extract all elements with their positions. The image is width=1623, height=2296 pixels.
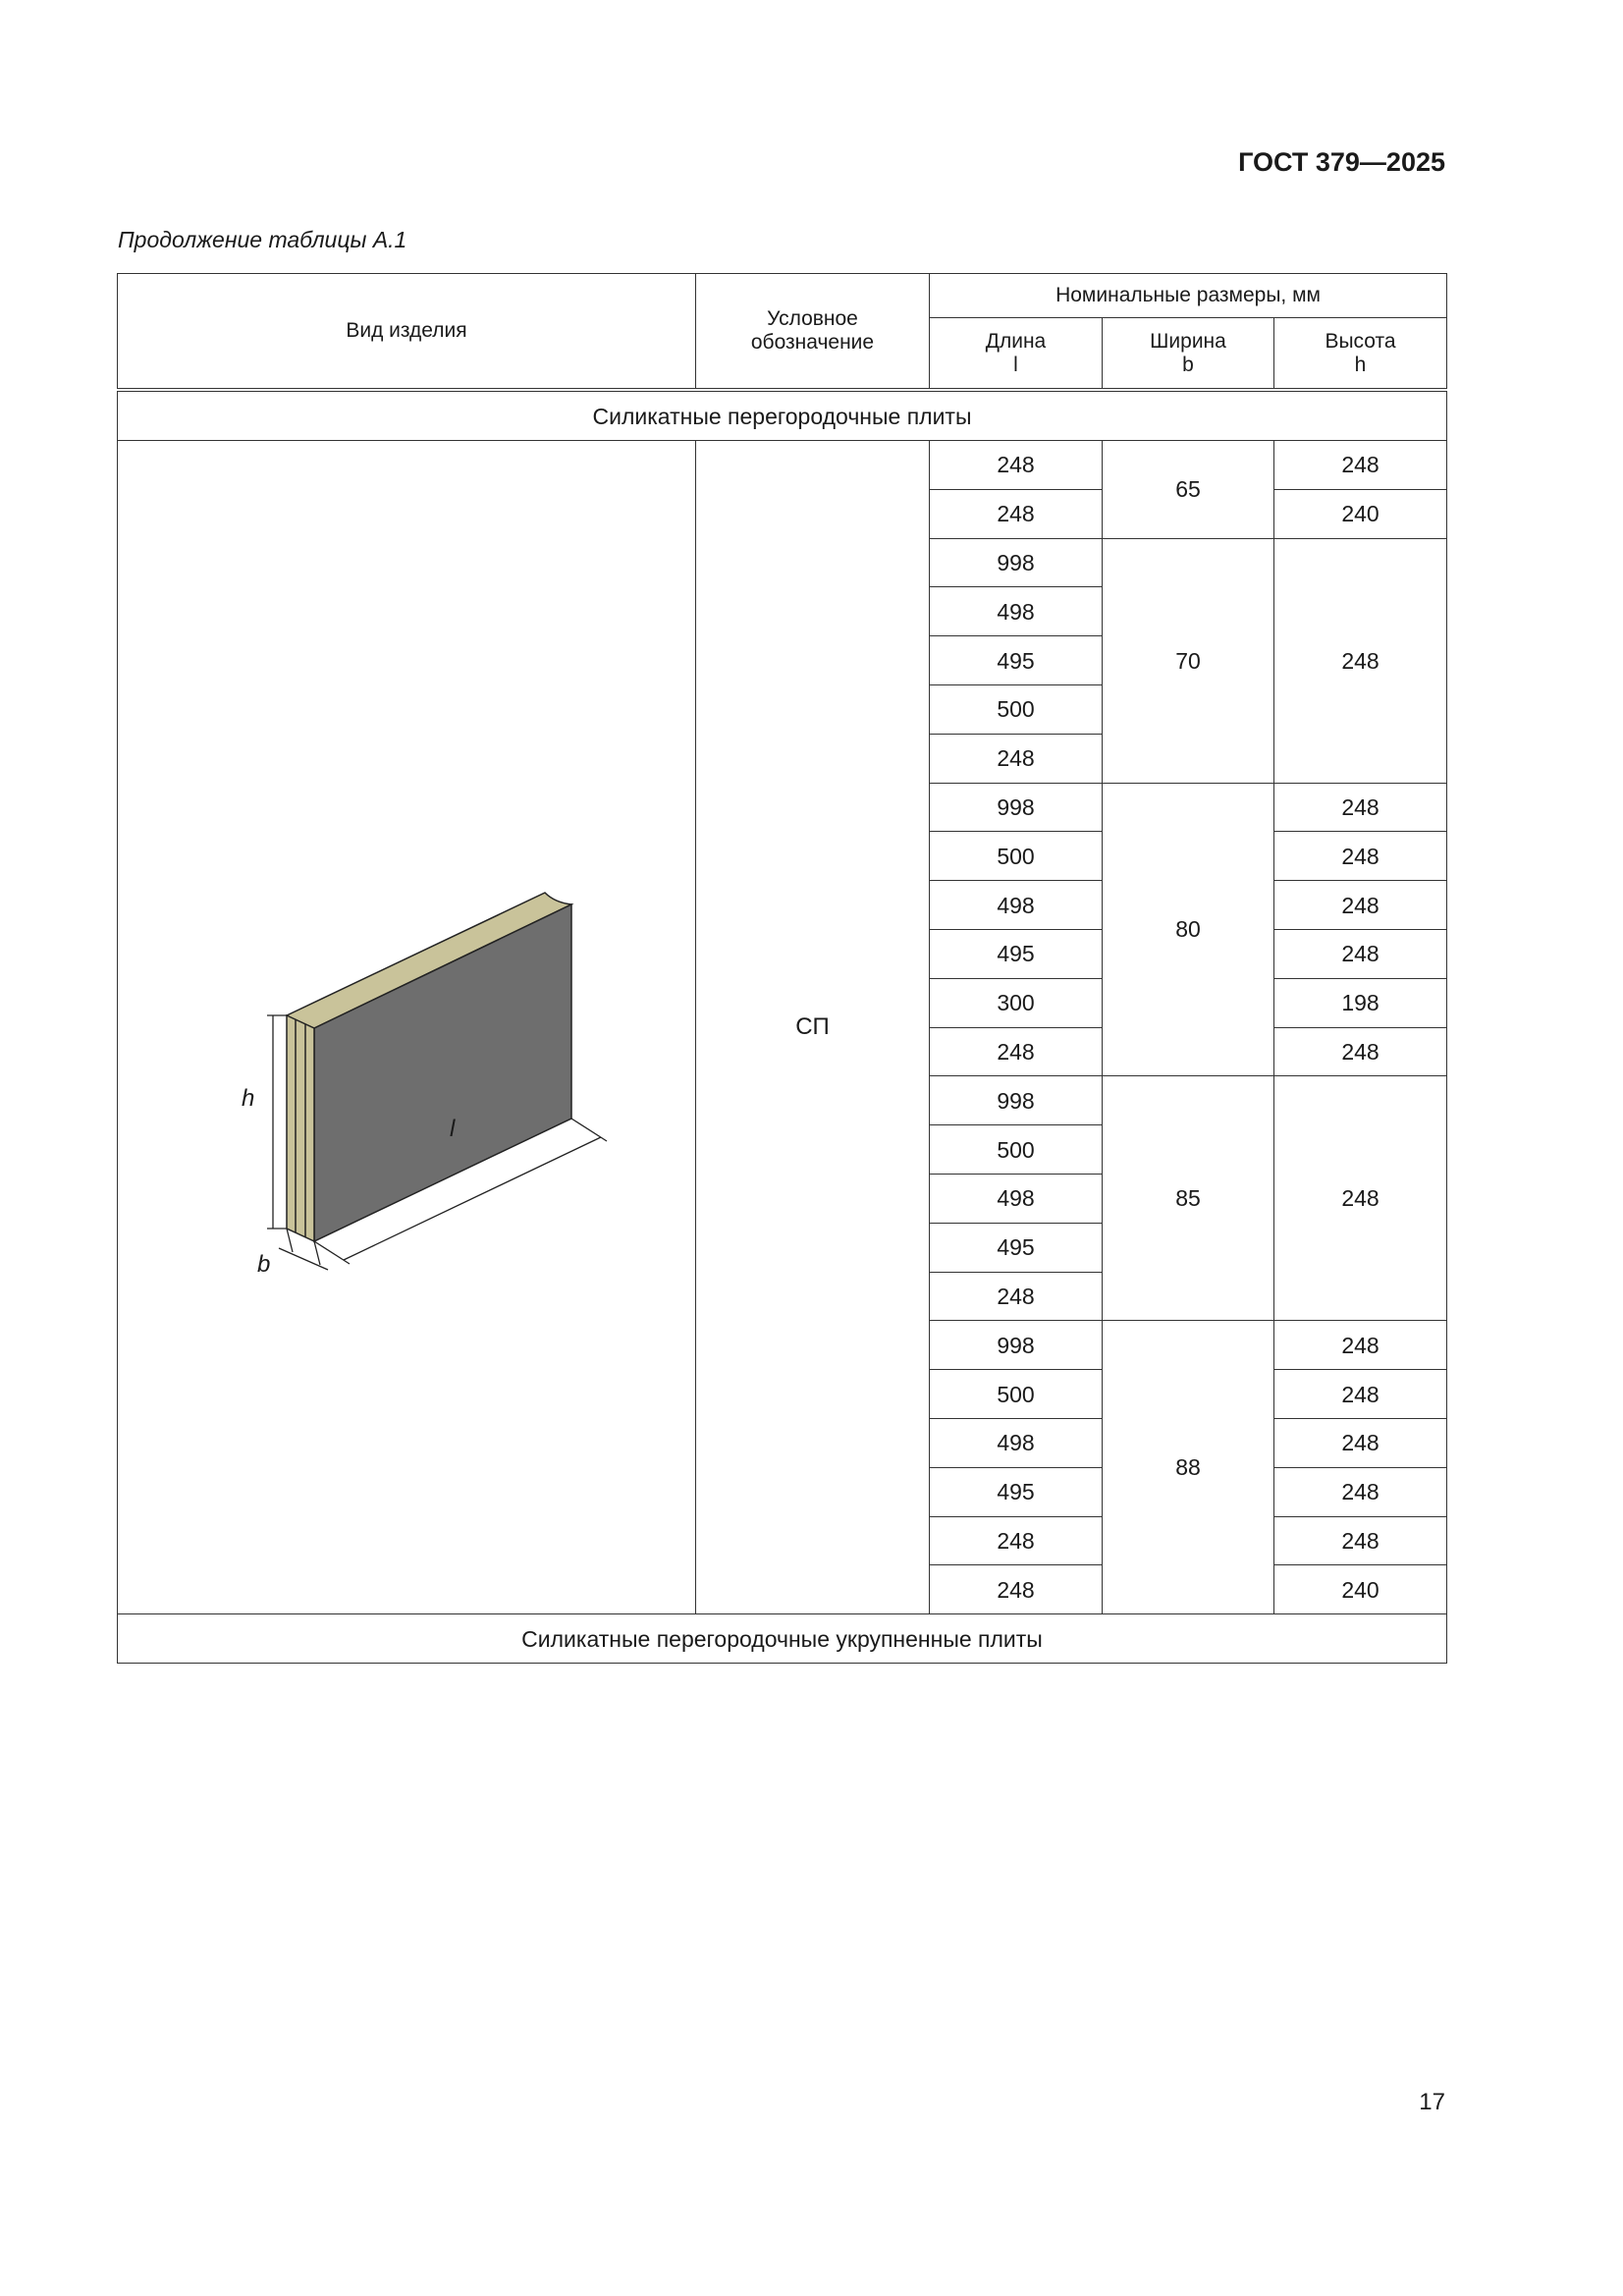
section-title: Силикатные перегородочные плиты xyxy=(118,390,1447,441)
document-code: ГОСТ 379—2025 xyxy=(1238,147,1445,177)
length-cell: 500 xyxy=(930,832,1103,881)
height-cell: 248 xyxy=(1274,1370,1447,1419)
header-length: Длина l xyxy=(930,318,1103,391)
width-cell: 85 xyxy=(1103,1076,1274,1321)
length-cell: 998 xyxy=(930,1321,1103,1370)
length-cell: 498 xyxy=(930,1418,1103,1467)
length-cell: 998 xyxy=(930,538,1103,587)
length-cell: 300 xyxy=(930,978,1103,1027)
length-cell: 248 xyxy=(930,441,1103,490)
length-cell: 500 xyxy=(930,684,1103,734)
length-cell: 495 xyxy=(930,1223,1103,1272)
height-cell: 248 xyxy=(1274,1027,1447,1076)
product-image-cell xyxy=(118,441,696,1614)
height-cell: 240 xyxy=(1274,1565,1447,1614)
length-cell: 998 xyxy=(930,1076,1103,1125)
height-cell: 248 xyxy=(1274,1321,1447,1370)
length-cell: 248 xyxy=(930,1027,1103,1076)
header-designation-text: Условное обозначение xyxy=(750,307,875,354)
height-cell: 240 xyxy=(1274,489,1447,538)
height-cell: 248 xyxy=(1274,441,1447,490)
height-cell: 248 xyxy=(1274,881,1447,930)
length-cell: 495 xyxy=(930,636,1103,685)
length-cell: 998 xyxy=(930,783,1103,832)
width-cell: 65 xyxy=(1103,441,1274,539)
height-cell: 198 xyxy=(1274,978,1447,1027)
height-cell: 248 xyxy=(1274,832,1447,881)
length-cell: 495 xyxy=(930,1467,1103,1516)
label-l: l xyxy=(450,1116,456,1142)
header-designation xyxy=(696,274,930,391)
page-number: 17 xyxy=(1419,2089,1445,2115)
length-cell: 500 xyxy=(930,1125,1103,1175)
length-cell: 498 xyxy=(930,1174,1103,1223)
label-h: h xyxy=(242,1085,255,1112)
slab-illustration xyxy=(118,441,696,1619)
header-nominal-dimensions: Номинальные размеры, мм xyxy=(930,274,1447,318)
length-cell: 498 xyxy=(930,881,1103,930)
length-cell: 248 xyxy=(930,1272,1103,1321)
table-caption: Продолжение таблицы А.1 xyxy=(118,227,407,252)
length-cell: 248 xyxy=(930,1565,1103,1614)
height-cell: 248 xyxy=(1274,1418,1447,1467)
header-width: Ширина b xyxy=(1103,318,1274,391)
height-cell: 248 xyxy=(1274,929,1447,978)
width-cell: 88 xyxy=(1103,1321,1274,1614)
length-cell: 495 xyxy=(930,929,1103,978)
height-cell: 248 xyxy=(1274,1467,1447,1516)
length-cell: 498 xyxy=(930,587,1103,636)
dimensions-table xyxy=(117,273,1447,1664)
designation-cell: СП xyxy=(696,441,930,1614)
width-cell: 80 xyxy=(1103,783,1274,1076)
height-cell: 248 xyxy=(1274,783,1447,832)
height-cell: 248 xyxy=(1274,1076,1447,1321)
section-title: Силикатные перегородочные укрупненные плиты xyxy=(118,1614,1447,1664)
header-height: Высота h xyxy=(1274,318,1447,391)
height-cell: 248 xyxy=(1274,538,1447,783)
slab-side-face xyxy=(287,1015,314,1241)
height-cell: 248 xyxy=(1274,1516,1447,1565)
length-cell: 500 xyxy=(930,1370,1103,1419)
width-cell: 70 xyxy=(1103,538,1274,783)
header-product-type: Вид изделия xyxy=(118,274,696,391)
length-cell: 248 xyxy=(930,1516,1103,1565)
length-cell: 248 xyxy=(930,734,1103,783)
length-cell: 248 xyxy=(930,489,1103,538)
label-b: b xyxy=(257,1251,271,1278)
